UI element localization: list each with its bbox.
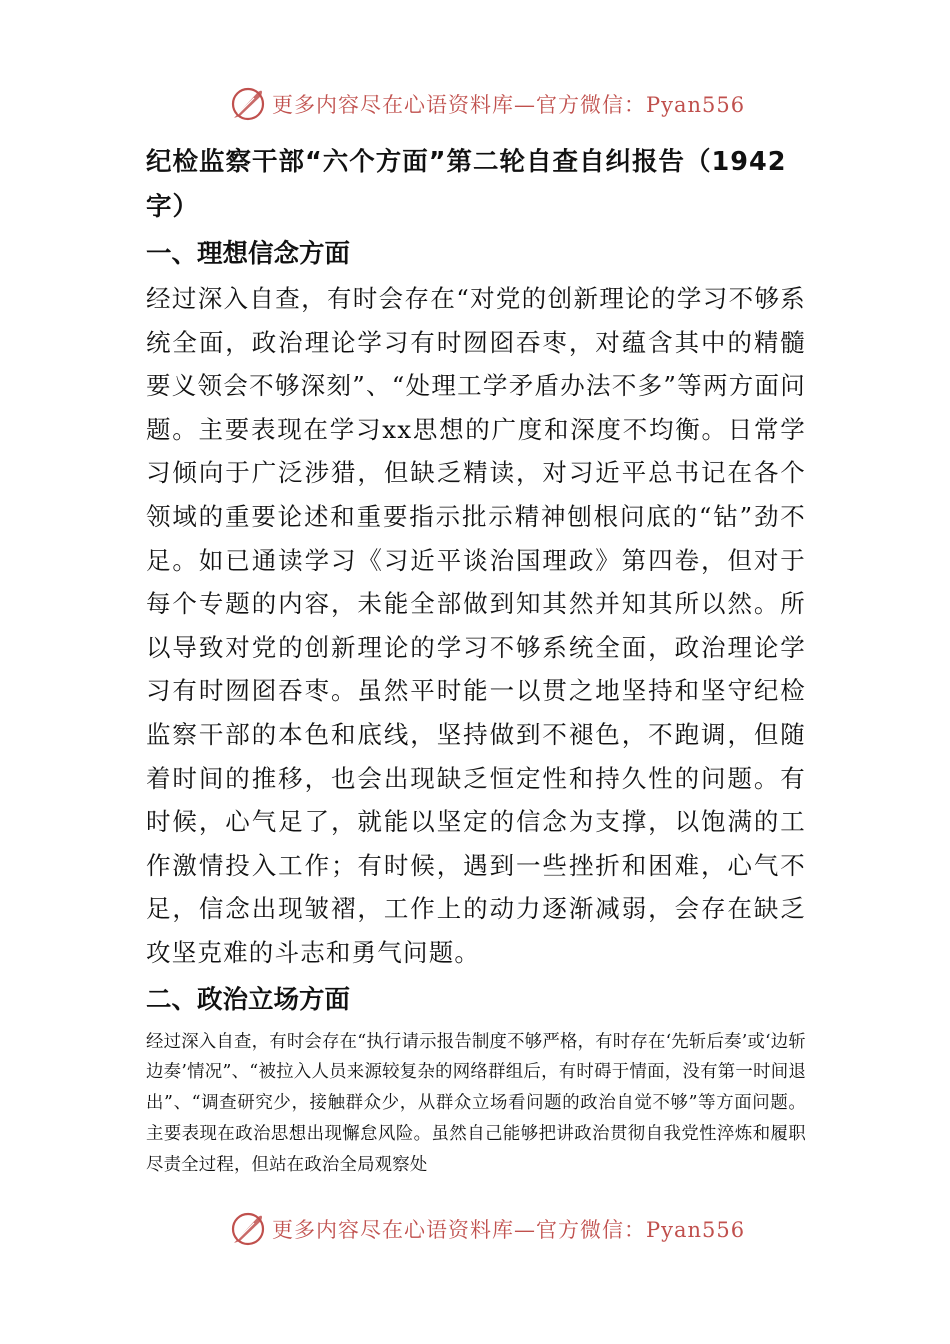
section-heading-ideals: 一、理想信念方面 [146,239,351,269]
section-heading-political-stance: 二、政治立场方面 [146,984,351,1015]
footer-watermark-banner [228,1207,745,1251]
watermark-text: 更多内容尽在心语资料库—官方微信：Pyan556 [272,93,746,117]
quill-logo-icon [228,84,268,124]
document-body [146,140,806,1180]
header-watermark-banner [228,82,745,126]
section-body-ideals: 经过深入自查，有时会存在“对党的创新理论的学习不够系统全面，政治理论学习有时囫囵吞枣，对蕴含其中的精髓要义领会不够深刻”、“处理工学矛盾办法不多”等两方面问题。主要表现在学习xx思想的广度和深度不均衡。日常学习倾向于广泛涉猎，但缺乏精读，对习近平总书记在各个领域的重要论述和重要指示批示精神刨根问底的“钻”劲不足。如已通读学习《习近平谈治国理政》第四卷，但对于每个专题的内容，未能全部做到知其然并知其所以然。所以导致对党的创新理论的学习不够系统全面，政治理论学习有时囫囵吞枣。虽然平时能一以贯之地坚持和坚守纪检监察干部的本色和底线，坚持做到不褪色，不跑调，但随着时间的推移，也会出现缺乏恒定性和持久性的问题。有时候，心气足了，就能以坚定的信念为支撑，以饱满的工作激情投入工作；有时候，遇到一些挫折和困难，心气不足，信念出现皱褶，工作上的动力逐渐减弱，会存在缺乏攻坚克难的斗志和勇气问题。 [146,284,806,967]
document-title: 纪检监察干部“六个方面”第二轮自查自纠报告（1942字） [146,147,787,222]
section-body-political-stance: 经过深入自查，有时会存在“执行请示报告制度不够严格，有时存在‘先斩后奏’或‘边斩边奏’情况”、“被拉入人员来源较复杂的网络群组后，有时碍于情面，没有第一时间退出”、“调查研究少，接触群众少，从群众立场看问题的政治自觉不够”等方面问题。主要表现在政治思想出现懈怠风险。虽然自己能够把讲政治贯彻自我党性淬炼和履职尽责全过程，但站在政治全局观察处 [146,1031,806,1175]
watermark-text: 更多内容尽在心语资料库—官方微信：Pyan556 [272,1218,746,1242]
quill-logo-icon [228,1209,268,1249]
